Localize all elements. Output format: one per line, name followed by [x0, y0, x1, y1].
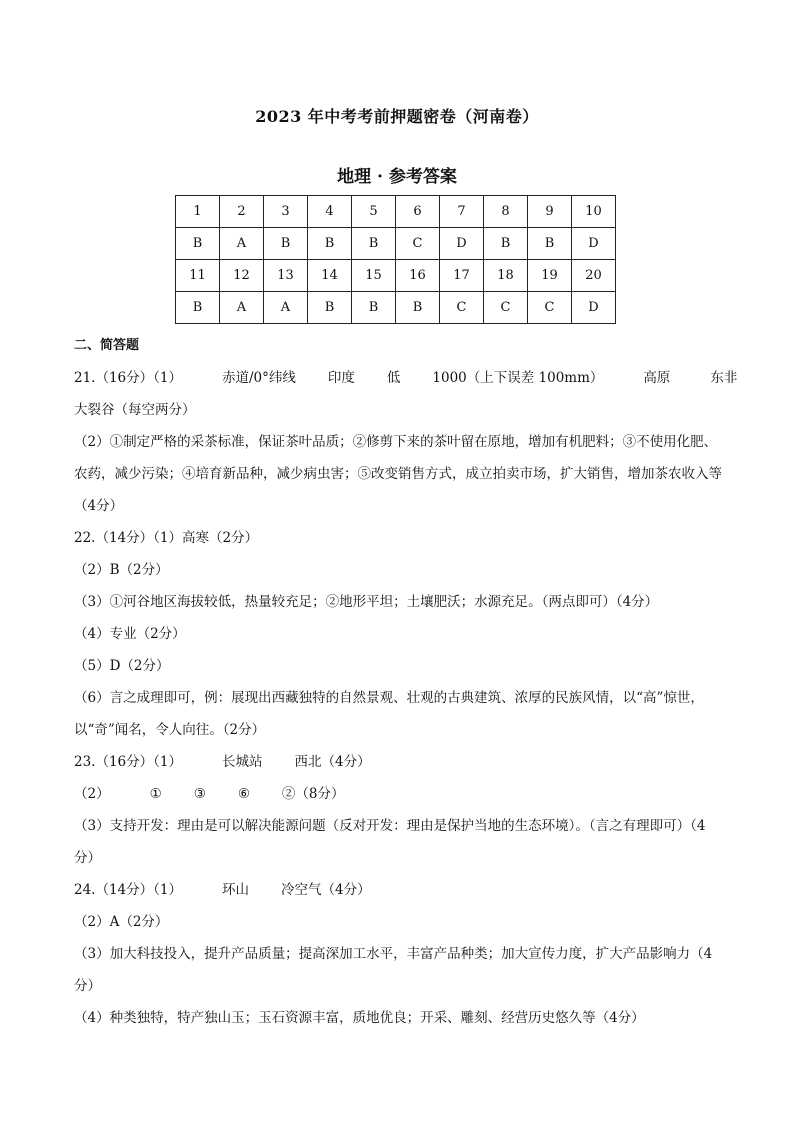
- answer-cell: A: [220, 292, 264, 324]
- q24-part3: （3）加大科技投入，提升产品质量；提高深加工水平，丰富产品种类；加大宣传力度，扩大产品影响力（4分）: [74, 946, 713, 994]
- answer-cell: B: [264, 228, 308, 260]
- answer-cell: B: [352, 228, 396, 260]
- page-title: 2023 年中考考前押题密卷（河南卷）: [255, 107, 539, 126]
- question-number-cell: 19: [528, 260, 572, 292]
- q21-part1: [74, 362, 738, 394]
- answer-cell: C: [440, 292, 484, 324]
- q24-answer-1: 环山: [222, 882, 249, 898]
- question-number-cell: 1: [176, 196, 220, 228]
- question-number-cell: 16: [396, 260, 440, 292]
- q21-answer-4: 1000（上下误差 100mm）: [432, 370, 604, 386]
- q22-part3: （3）①河谷地区海拔较低，热量较充足；②地形平坦；土壤肥沃；水源充足。（两点即可）（4分）: [74, 594, 659, 610]
- question-number-cell: 10: [572, 196, 616, 228]
- q22-part6: （6）言之成理即可，例：展现出西藏独特的自然景观、壮观的古典建筑、浓厚的民族风情，以“高”惊世，以“奇”闻名，令人向往。（2分）: [74, 690, 704, 738]
- question-number-cell: 20: [572, 260, 616, 292]
- answer-cell: B: [176, 292, 220, 324]
- answer-cell: A: [220, 228, 264, 260]
- answer-cell: B: [528, 228, 572, 260]
- q24-answer-2: 冷空气（4分）: [281, 882, 371, 898]
- question-number-cell: 14: [308, 260, 352, 292]
- answer-cell: D: [440, 228, 484, 260]
- question-number-cell: 8: [484, 196, 528, 228]
- section-heading: 二、简答题: [74, 338, 140, 353]
- answer-cell: C: [484, 292, 528, 324]
- q23-part2-label: （2）: [74, 786, 110, 802]
- question-number-row: [176, 260, 616, 292]
- q22-part4: （4）专业（2分）: [74, 626, 186, 642]
- question-number-cell: 4: [308, 196, 352, 228]
- q23-stem: 23.（16分）（1）: [74, 754, 182, 770]
- answer-cell: D: [572, 292, 616, 324]
- answer-cell: C: [528, 292, 572, 324]
- question-number-cell: 12: [220, 260, 264, 292]
- q24-part4: （4）种类独特，特产独山玉；玉石资源丰富，质地优良；开采、雕刻、经营历史悠久等（4分）: [74, 1010, 645, 1026]
- answer-cell: B: [308, 292, 352, 324]
- page-subtitle: 地理 · 参考答案: [337, 167, 457, 187]
- q22-part1: 22.（14分）（1）高寒（2分）: [74, 530, 259, 546]
- answer-cell: C: [396, 228, 440, 260]
- q22-part5: （5）D（2分）: [74, 658, 170, 674]
- question-number-cell: 5: [352, 196, 396, 228]
- answer-cell: B: [352, 292, 396, 324]
- q21-answer-1: 赤道/0°纬线: [222, 370, 296, 386]
- answer-cell: A: [264, 292, 308, 324]
- answer-cell: B: [484, 228, 528, 260]
- q22-part2: （2）B（2分）: [74, 562, 169, 578]
- q21-answer-2: 印度: [327, 370, 355, 386]
- question-number-cell: 7: [440, 196, 484, 228]
- answer-cell: D: [572, 228, 616, 260]
- q23-part1: [74, 746, 722, 778]
- answer-cell: B: [396, 292, 440, 324]
- answer-row: [176, 228, 616, 260]
- q23-answer-1: 长城站: [222, 754, 263, 770]
- question-number-cell: 6: [396, 196, 440, 228]
- q21-stem: 21.（16分）（1）: [74, 370, 182, 386]
- q21-part2: （2）①制定严格的采茶标准，保证茶叶品质；②修剪下来的茶叶留在原地，增加有机肥料；③不使用化肥、农药，减少污染；④培育新品种，减少病虫害；⑤改变销售方式，成立拍卖市场，扩大销售，增加茶农收入等（4分）: [74, 434, 722, 514]
- q21-answer-6: 东非: [710, 370, 738, 386]
- q23-part2-a: ①: [149, 786, 162, 802]
- q23-part2: [74, 778, 722, 810]
- question-number-cell: 13: [264, 260, 308, 292]
- question-number-cell: 3: [264, 196, 308, 228]
- answer-cell: B: [308, 228, 352, 260]
- q21-answer-5: 高原: [643, 370, 671, 386]
- question-number-cell: 9: [528, 196, 572, 228]
- q21-answer-3: 低: [386, 370, 401, 386]
- question-number-cell: 18: [484, 260, 528, 292]
- q23-part2-d: ②（8分）: [281, 786, 345, 802]
- q23-part3: （3）支持开发：理由是可以解决能源问题（反对开发：理由是保护当地的生态环境）。（言之有理即可）（4分）: [74, 818, 706, 866]
- answer-row: [176, 292, 616, 324]
- q23-part2-b: ③: [193, 786, 206, 802]
- q24-stem: 24.（14分）（1）: [74, 882, 182, 898]
- question-number-cell: 15: [352, 260, 396, 292]
- answer-table: [175, 195, 616, 324]
- question-number-row: [176, 196, 616, 228]
- question-number-cell: 17: [440, 260, 484, 292]
- short-answer-section: [74, 330, 738, 1034]
- q23-answer-2: 西北（4分）: [294, 754, 371, 770]
- q24-part1: [74, 874, 722, 906]
- answer-cell: B: [176, 228, 220, 260]
- q23-part2-c: ⑥: [237, 786, 250, 802]
- question-number-cell: 2: [220, 196, 264, 228]
- q24-part2: （2）A（2分）: [74, 914, 169, 930]
- q21-part1-cont: 大裂谷（每空两分）: [74, 402, 196, 418]
- question-number-cell: 11: [176, 260, 220, 292]
